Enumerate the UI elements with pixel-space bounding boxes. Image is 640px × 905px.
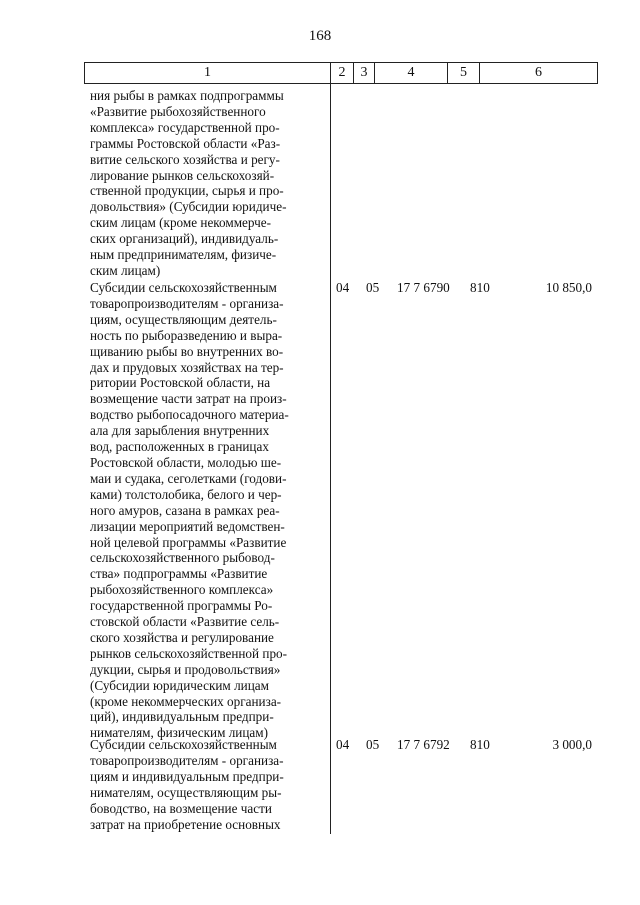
page-number: 168 <box>308 28 332 44</box>
row-amount: 3 000,0 <box>552 737 592 752</box>
column-header-2: 2 <box>330 62 354 84</box>
column-divider <box>330 84 331 834</box>
column-header-5: 5 <box>447 62 480 84</box>
column-header-4: 4 <box>374 62 448 84</box>
row-description: Субсидии сельскохозяйственным товаропроизводителям - организа- циям, осуществляющим деятель- ность по рыборазведению и выра- щиванию рыбы во внутренних во- дах и прудовых хозяйствах на тер- ритории Ростовской области, на возмещение части затрат на произ- водство рыбопосадочного материа- ала для зарыбления внутренних вод, расположенных в границах Ростовской области, молодью ше- маи и судака, сеголетками (годови- ками) толстолобика, белого и чер- ного амуров, сазана в рамках реа- лизации мероприятий ведомствен- ной целевой программы «Развитие сельскохозяйственного рыбовод- ства» подпрограммы «Развитие рыбохозяйственного комплекса» государственной программы Ро- стовской области «Развитие сель- ского хозяйства и регулирование рынков сельскохозяйственной про- дукции, сырья и продовольствия» (Субсидии юридическим лицам (кроме некоммерческих организа- ций), индивидуальным предпри- нимателям, физическим лицам) <box>90 280 289 741</box>
table-header <box>84 62 598 84</box>
row-code-expense-type: 810 <box>470 737 490 752</box>
column-header-1: 1 <box>84 62 331 84</box>
row-code-expense-type: 810 <box>470 280 490 295</box>
row-description: ния рыбы в рамках подпрограммы «Развитие рыбохозяйственного комплекса» государственной про- граммы Ростовской области «Раз- витие сельского хозяйства и регу- лирование рынков сельскохозяй- ственной продукции, сырья и про- довольствия» (Субсидии юридиче- ским лицам (кроме некоммерче- ских организаций), индивидуаль- ным предпринимателям, физиче- ским лицам) <box>90 88 287 278</box>
row-code-target: 17 7 6790 <box>397 280 450 295</box>
row-code-subsection: 05 <box>366 737 380 752</box>
row-amount: 10 850,0 <box>545 280 592 295</box>
row-code-target: 17 7 6792 <box>397 737 450 752</box>
row-code-section: 04 <box>336 737 350 752</box>
row-code-subsection: 05 <box>366 280 380 295</box>
column-header-3: 3 <box>353 62 375 84</box>
row-description: Субсидии сельскохозяйственным товаропроизводителям - организа- циям и индивидуальным предпри- нимателям, осуществляющим ры- боводство, на возмещение части затрат на приобретение основных <box>90 737 284 832</box>
row-code-section: 04 <box>336 280 350 295</box>
column-header-6: 6 <box>479 62 598 84</box>
